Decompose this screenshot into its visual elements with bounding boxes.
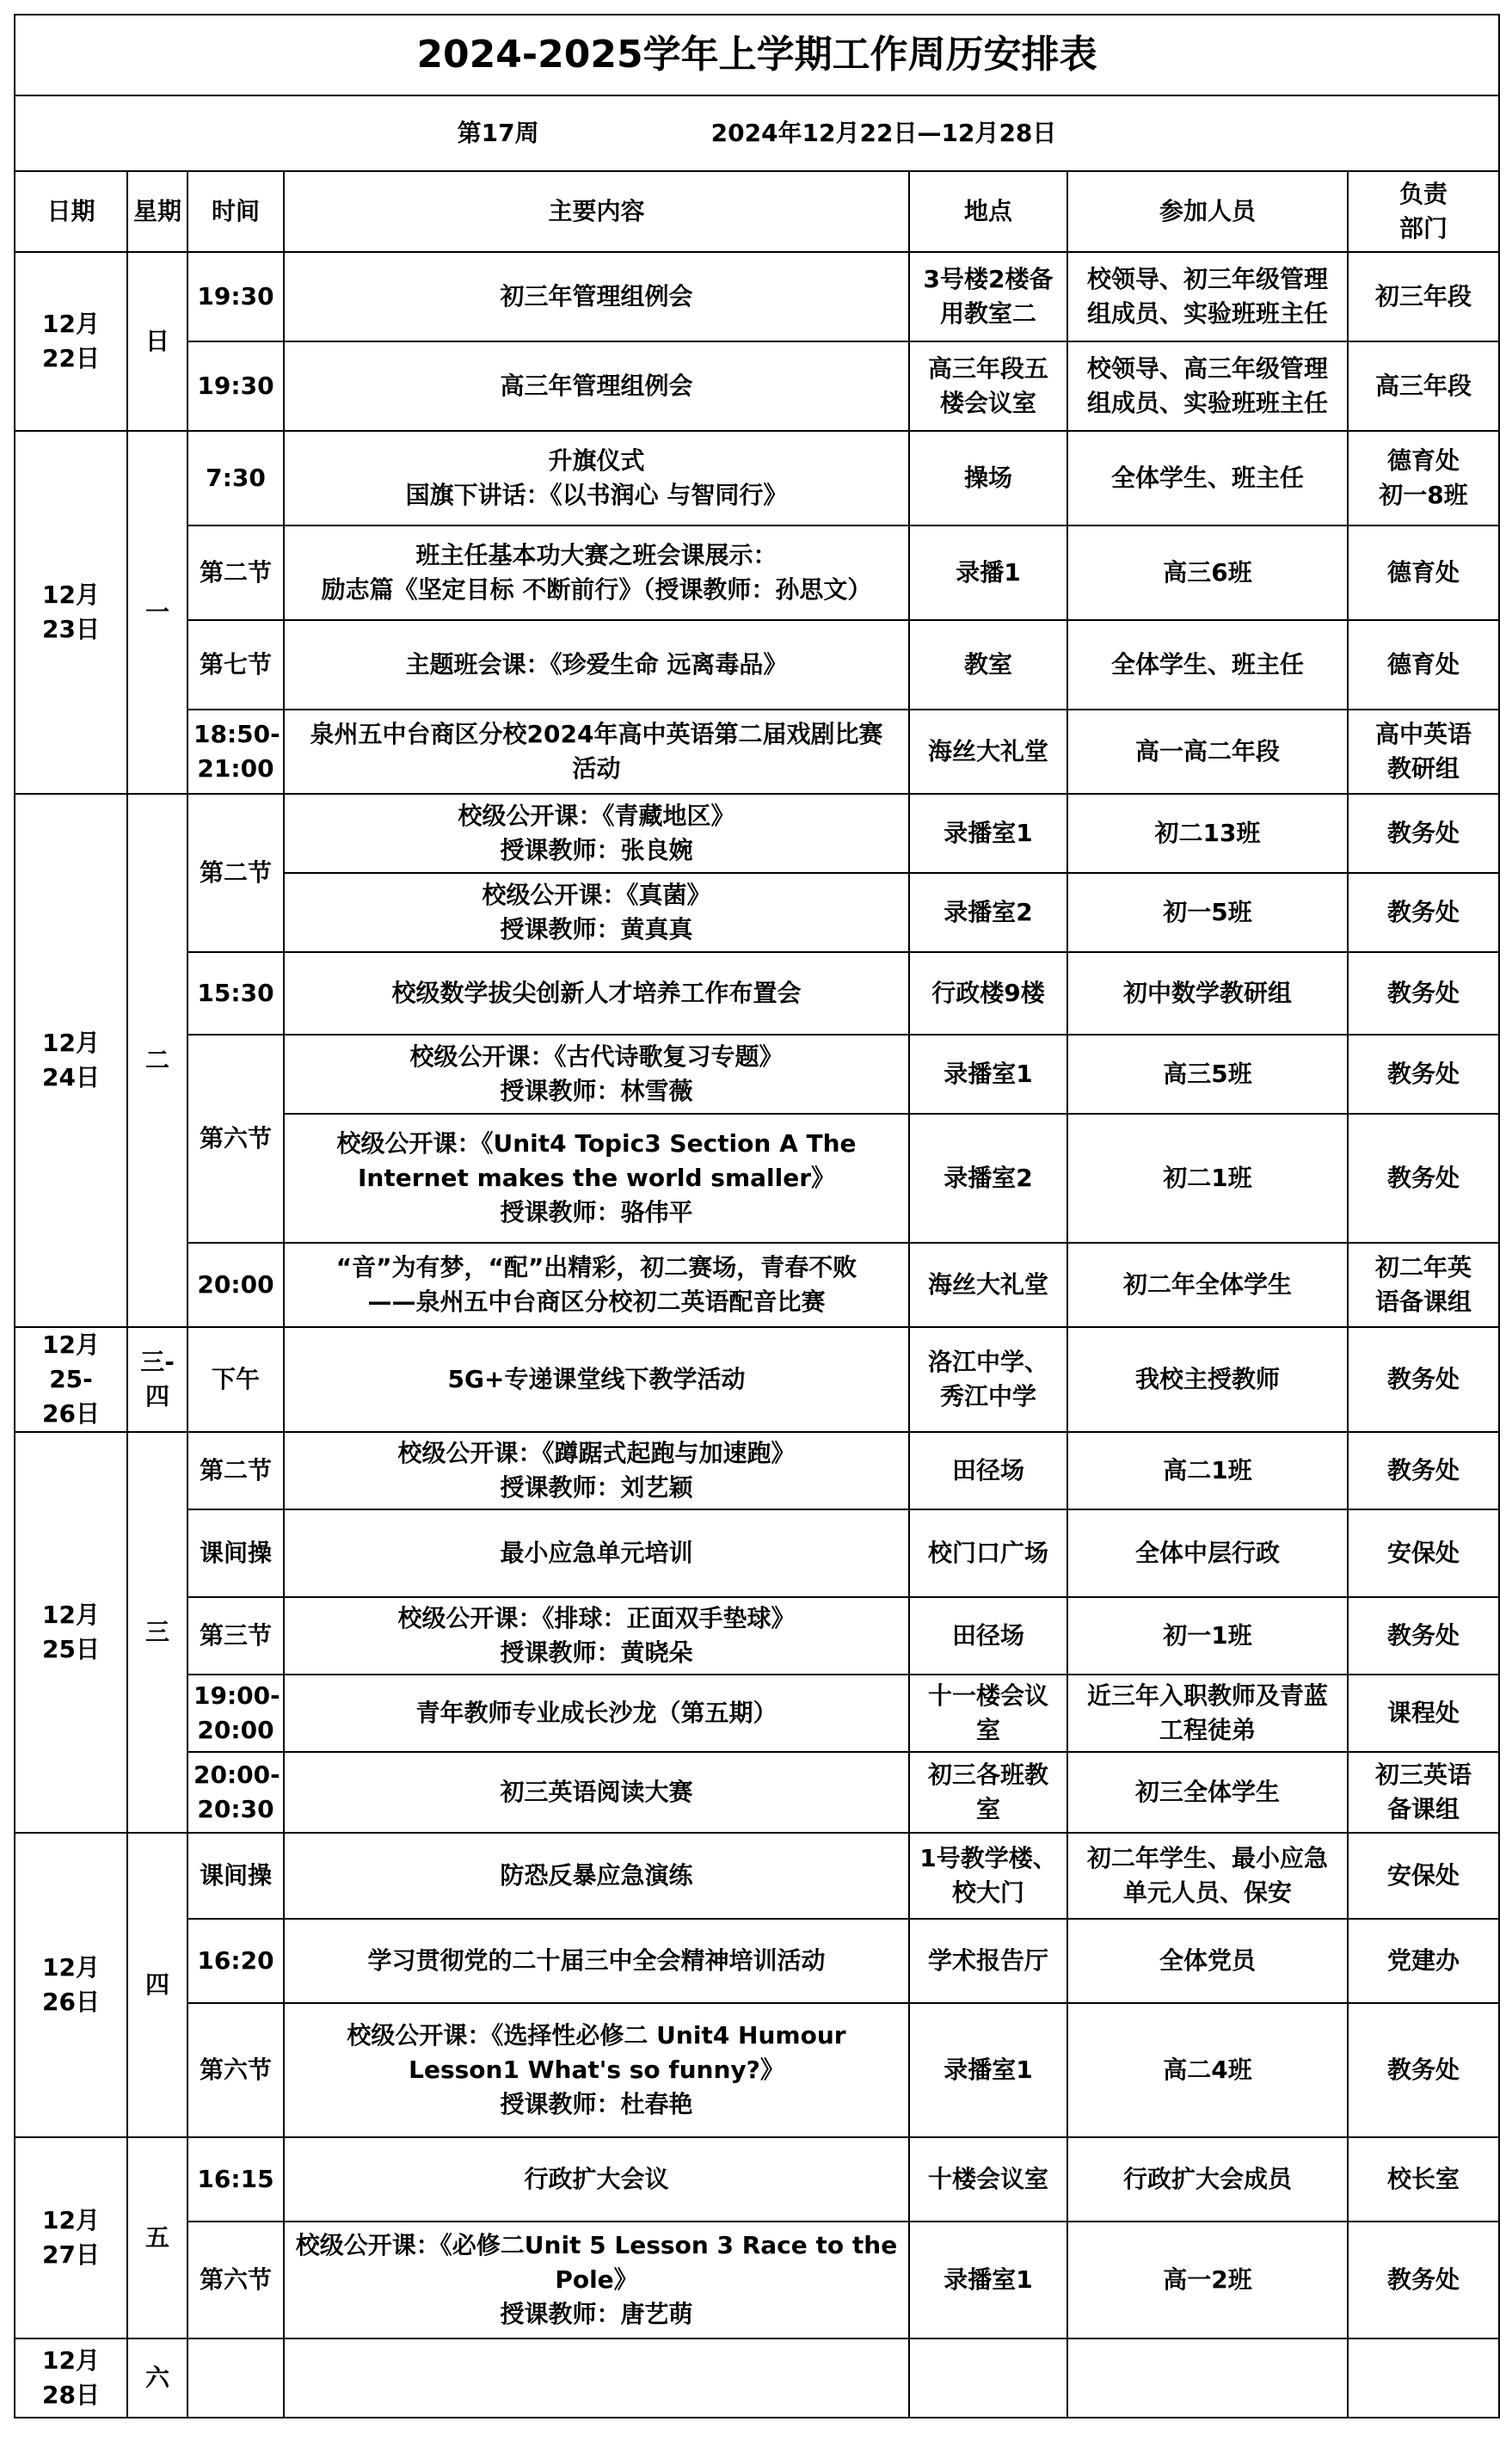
table-row: [15, 1509, 1499, 1597]
header-place: 地点: [909, 171, 1067, 252]
schedule-sheet: [14, 14, 1498, 2418]
dept-cell: 初三英语 备课组: [1348, 1752, 1499, 1833]
participants-cell: 高三5班: [1067, 1035, 1348, 1114]
participants-cell: 初中数学教研组: [1067, 952, 1348, 1035]
place-cell: 田径场: [909, 1432, 1067, 1509]
place-cell: 录播室1: [909, 2003, 1067, 2137]
place-cell: 初三各班教 室: [909, 1752, 1067, 1833]
weekday-cell: 三- 四: [127, 1327, 187, 1432]
participants-cell: 行政扩大会成员: [1067, 2137, 1348, 2222]
content-cell: 初三英语阅读大赛: [284, 1752, 909, 1833]
content-cell: 青年教师专业成长沙龙（第五期）: [284, 1675, 909, 1752]
participants-cell: 全体学生、班主任: [1067, 620, 1348, 710]
content-cell: 校级公开课：《真菌》 授课教师：黄真真: [284, 873, 909, 952]
participants-cell: 我校主授教师: [1067, 1327, 1348, 1432]
time-cell: 第二节: [187, 794, 284, 952]
place-cell: 录播室1: [909, 1035, 1067, 1114]
dept-cell: 德育处: [1348, 620, 1499, 710]
time-cell: 下午: [187, 1327, 284, 1432]
week-label: 第17周: [457, 119, 539, 147]
weekday-cell: 三: [127, 1432, 187, 1833]
table-row: [15, 1833, 1499, 1919]
table-row: [15, 794, 1499, 873]
place-cell: 海丝大礼堂: [909, 710, 1067, 794]
time-cell: 18:50- 21:00: [187, 710, 284, 794]
place-cell: [909, 2338, 1067, 2418]
time-cell: 19:30: [187, 252, 284, 341]
table-row: [15, 525, 1499, 620]
participants-cell: 校领导、高三年级管理 组成员、实验班班主任: [1067, 341, 1348, 431]
date-cell: 12月 24日: [15, 794, 127, 1327]
weekday-cell: 一: [127, 431, 187, 794]
header-content: 主要内容: [284, 171, 909, 252]
table-row: [15, 1327, 1499, 1432]
place-cell: 田径场: [909, 1597, 1067, 1675]
content-cell: 防恐反暴应急演练: [284, 1833, 909, 1919]
place-cell: 3号楼2楼备 用教室二: [909, 252, 1067, 341]
page-title: 2024-2025学年上学期工作周历安排表: [15, 15, 1499, 95]
dept-cell: 教务处: [1348, 1432, 1499, 1509]
content-cell: 主题班会课：《珍爱生命 远离毒品》: [284, 620, 909, 710]
dept-cell: 教务处: [1348, 873, 1499, 952]
table-row: [15, 1597, 1499, 1675]
header-row: [15, 171, 1499, 252]
time-cell: 20:00- 20:30: [187, 1752, 284, 1833]
header-time: 时间: [187, 171, 284, 252]
participants-cell: 全体党员: [1067, 1919, 1348, 2003]
participants-cell: 初一1班: [1067, 1597, 1348, 1675]
place-cell: 1号教学楼、 校大门: [909, 1833, 1067, 1919]
time-cell: [187, 2338, 284, 2418]
content-cell: 校级公开课：《Unit4 Topic3 Section A The Internet makes the world smaller》 授课教师：骆伟平: [284, 1114, 909, 1243]
dept-cell: 安保处: [1348, 1833, 1499, 1919]
dept-cell: 教务处: [1348, 1597, 1499, 1675]
dept-cell: 教务处: [1348, 1035, 1499, 1114]
dept-cell: 党建办: [1348, 1919, 1499, 2003]
participants-cell: 全体中层行政: [1067, 1509, 1348, 1597]
dept-cell: 德育处: [1348, 525, 1499, 620]
participants-cell: 高一2班: [1067, 2222, 1348, 2338]
table-row: [15, 952, 1499, 1035]
week-info: [15, 95, 1499, 171]
time-cell: 第七节: [187, 620, 284, 710]
content-cell: 泉州五中台商区分校2024年高中英语第二届戏剧比赛 活动: [284, 710, 909, 794]
header-date: 日期: [15, 171, 127, 252]
participants-cell: 近三年入职教师及青蓝 工程徒弟: [1067, 1675, 1348, 1752]
participants-cell: 初一5班: [1067, 873, 1348, 952]
content-cell: [284, 2338, 909, 2418]
table-row: [15, 620, 1499, 710]
place-cell: 高三年段五 楼会议室: [909, 341, 1067, 431]
time-cell: 第六节: [187, 2222, 284, 2338]
place-cell: 洛江中学、 秀江中学: [909, 1327, 1067, 1432]
dept-cell: [1348, 2338, 1499, 2418]
content-cell: 行政扩大会议: [284, 2137, 909, 2222]
place-cell: 录播室1: [909, 794, 1067, 873]
table-row: [15, 341, 1499, 431]
time-cell: 7:30: [187, 431, 284, 525]
participants-cell: 高二4班: [1067, 2003, 1348, 2137]
time-cell: 课间操: [187, 1833, 284, 1919]
date-cell: 12月 28日: [15, 2338, 127, 2418]
table-row: [15, 252, 1499, 341]
dept-cell: 初三年段: [1348, 252, 1499, 341]
date-cell: 12月 25日: [15, 1432, 127, 1833]
content-cell: 校级公开课：《古代诗歌复习专题》 授课教师：林雪薇: [284, 1035, 909, 1114]
schedule-table: [14, 14, 1500, 2418]
place-cell: 校门口广场: [909, 1509, 1067, 1597]
place-cell: 海丝大礼堂: [909, 1243, 1067, 1327]
place-cell: 录播室2: [909, 1114, 1067, 1243]
time-cell: 第二节: [187, 1432, 284, 1509]
date-cell: 12月 26日: [15, 1833, 127, 2137]
dept-cell: 安保处: [1348, 1509, 1499, 1597]
time-cell: 课间操: [187, 1509, 284, 1597]
content-cell: 校级公开课：《青藏地区》 授课教师：张良婉: [284, 794, 909, 873]
content-cell: 学习贯彻党的二十届三中全会精神培训活动: [284, 1919, 909, 2003]
time-cell: 20:00: [187, 1243, 284, 1327]
table-row: [15, 2137, 1499, 2222]
dept-cell: 高中英语 教研组: [1348, 710, 1499, 794]
place-cell: 教室: [909, 620, 1067, 710]
place-cell: 录播室1: [909, 2222, 1067, 2338]
date-cell: 12月 27日: [15, 2137, 127, 2338]
table-row: [15, 710, 1499, 794]
table-row: [15, 2222, 1499, 2338]
participants-cell: 全体学生、班主任: [1067, 431, 1348, 525]
weekday-cell: 五: [127, 2137, 187, 2338]
dept-cell: 德育处 初一8班: [1348, 431, 1499, 525]
time-cell: 第三节: [187, 1597, 284, 1675]
table-row: [15, 1752, 1499, 1833]
place-cell: 录播室2: [909, 873, 1067, 952]
place-cell: 十一楼会议 室: [909, 1675, 1067, 1752]
content-cell: 最小应急单元培训: [284, 1509, 909, 1597]
content-cell: 初三年管理组例会: [284, 252, 909, 341]
participants-cell: 高三6班: [1067, 525, 1348, 620]
participants-cell: 初三全体学生: [1067, 1752, 1348, 1833]
time-cell: 19:30: [187, 341, 284, 431]
place-cell: 学术报告厅: [909, 1919, 1067, 2003]
place-cell: 十楼会议室: [909, 2137, 1067, 2222]
time-cell: 19:00- 20:00: [187, 1675, 284, 1752]
table-row: [15, 1035, 1499, 1114]
header-participants: 参加人员: [1067, 171, 1348, 252]
participants-cell: [1067, 2338, 1348, 2418]
participants-cell: 初二年全体学生: [1067, 1243, 1348, 1327]
content-cell: 5G+专递课堂线下教学活动: [284, 1327, 909, 1432]
table-row: [15, 1675, 1499, 1752]
table-row: [15, 431, 1499, 525]
content-cell: 校级公开课：《必修二Unit 5 Lesson 3 Race to the Pole》 授课教师：唐艺萌: [284, 2222, 909, 2338]
dept-cell: 教务处: [1348, 2222, 1499, 2338]
dept-cell: 教务处: [1348, 2003, 1499, 2137]
dept-cell: 初二年英 语备课组: [1348, 1243, 1499, 1327]
content-cell: 校级公开课：《排球：正面双手垫球》 授课教师：黄晓朵: [284, 1597, 909, 1675]
content-cell: 班主任基本功大赛之班会课展示： 励志篇《坚定目标 不断前行》（授课教师：孙思文）: [284, 525, 909, 620]
time-cell: 第六节: [187, 1035, 284, 1243]
participants-cell: 高二1班: [1067, 1432, 1348, 1509]
weekday-cell: 日: [127, 252, 187, 431]
dept-cell: 教务处: [1348, 952, 1499, 1035]
weekday-cell: 六: [127, 2338, 187, 2418]
dept-cell: 教务处: [1348, 1327, 1499, 1432]
place-cell: 录播1: [909, 525, 1067, 620]
participants-cell: 初二1班: [1067, 1114, 1348, 1243]
content-cell: 校级公开课：《蹲踞式起跑与加速跑》 授课教师：刘艺颖: [284, 1432, 909, 1509]
dept-cell: 高三年段: [1348, 341, 1499, 431]
content-cell: 升旗仪式 国旗下讲话：《以书润心 与智同行》: [284, 431, 909, 525]
table-row: [15, 1919, 1499, 2003]
time-cell: 16:20: [187, 1919, 284, 2003]
content-cell: 校级数学拔尖创新人才培养工作布置会: [284, 952, 909, 1035]
header-weekday: 星期: [127, 171, 187, 252]
table-row: [15, 2338, 1499, 2418]
time-cell: 第六节: [187, 2003, 284, 2137]
date-cell: 12月 22日: [15, 252, 127, 431]
date-cell: 12月25- 26日: [15, 1327, 127, 1432]
content-cell: 高三年管理组例会: [284, 341, 909, 431]
date-cell: 12月 23日: [15, 431, 127, 794]
place-cell: 行政楼9楼: [909, 952, 1067, 1035]
place-cell: 操场: [909, 431, 1067, 525]
content-cell: 校级公开课：《选择性必修二 Unit4 Humour Lesson1 What's so funny?》 授课教师：杜春艳: [284, 2003, 909, 2137]
weekday-cell: 二: [127, 794, 187, 1327]
time-cell: 16:15: [187, 2137, 284, 2222]
dept-cell: 教务处: [1348, 1114, 1499, 1243]
week-range: 2024年12月22日—12月28日: [710, 119, 1057, 147]
dept-cell: 校长室: [1348, 2137, 1499, 2222]
time-cell: 第二节: [187, 525, 284, 620]
dept-cell: 课程处: [1348, 1675, 1499, 1752]
weekday-cell: 四: [127, 1833, 187, 2137]
participants-cell: 高一高二年段: [1067, 710, 1348, 794]
table-row: [15, 1243, 1499, 1327]
participants-cell: 初二13班: [1067, 794, 1348, 873]
table-row: [15, 1432, 1499, 1509]
table-row: [15, 2003, 1499, 2137]
header-dept: 负责 部门: [1348, 171, 1499, 252]
participants-cell: 初二年学生、最小应急 单元人员、保安: [1067, 1833, 1348, 1919]
dept-cell: 教务处: [1348, 794, 1499, 873]
time-cell: 15:30: [187, 952, 284, 1035]
participants-cell: 校领导、初三年级管理 组成员、实验班班主任: [1067, 252, 1348, 341]
content-cell: “音”为有梦，“配”出精彩，初二赛场，青春不败 ——泉州五中台商区分校初二英语配音比赛: [284, 1243, 909, 1327]
